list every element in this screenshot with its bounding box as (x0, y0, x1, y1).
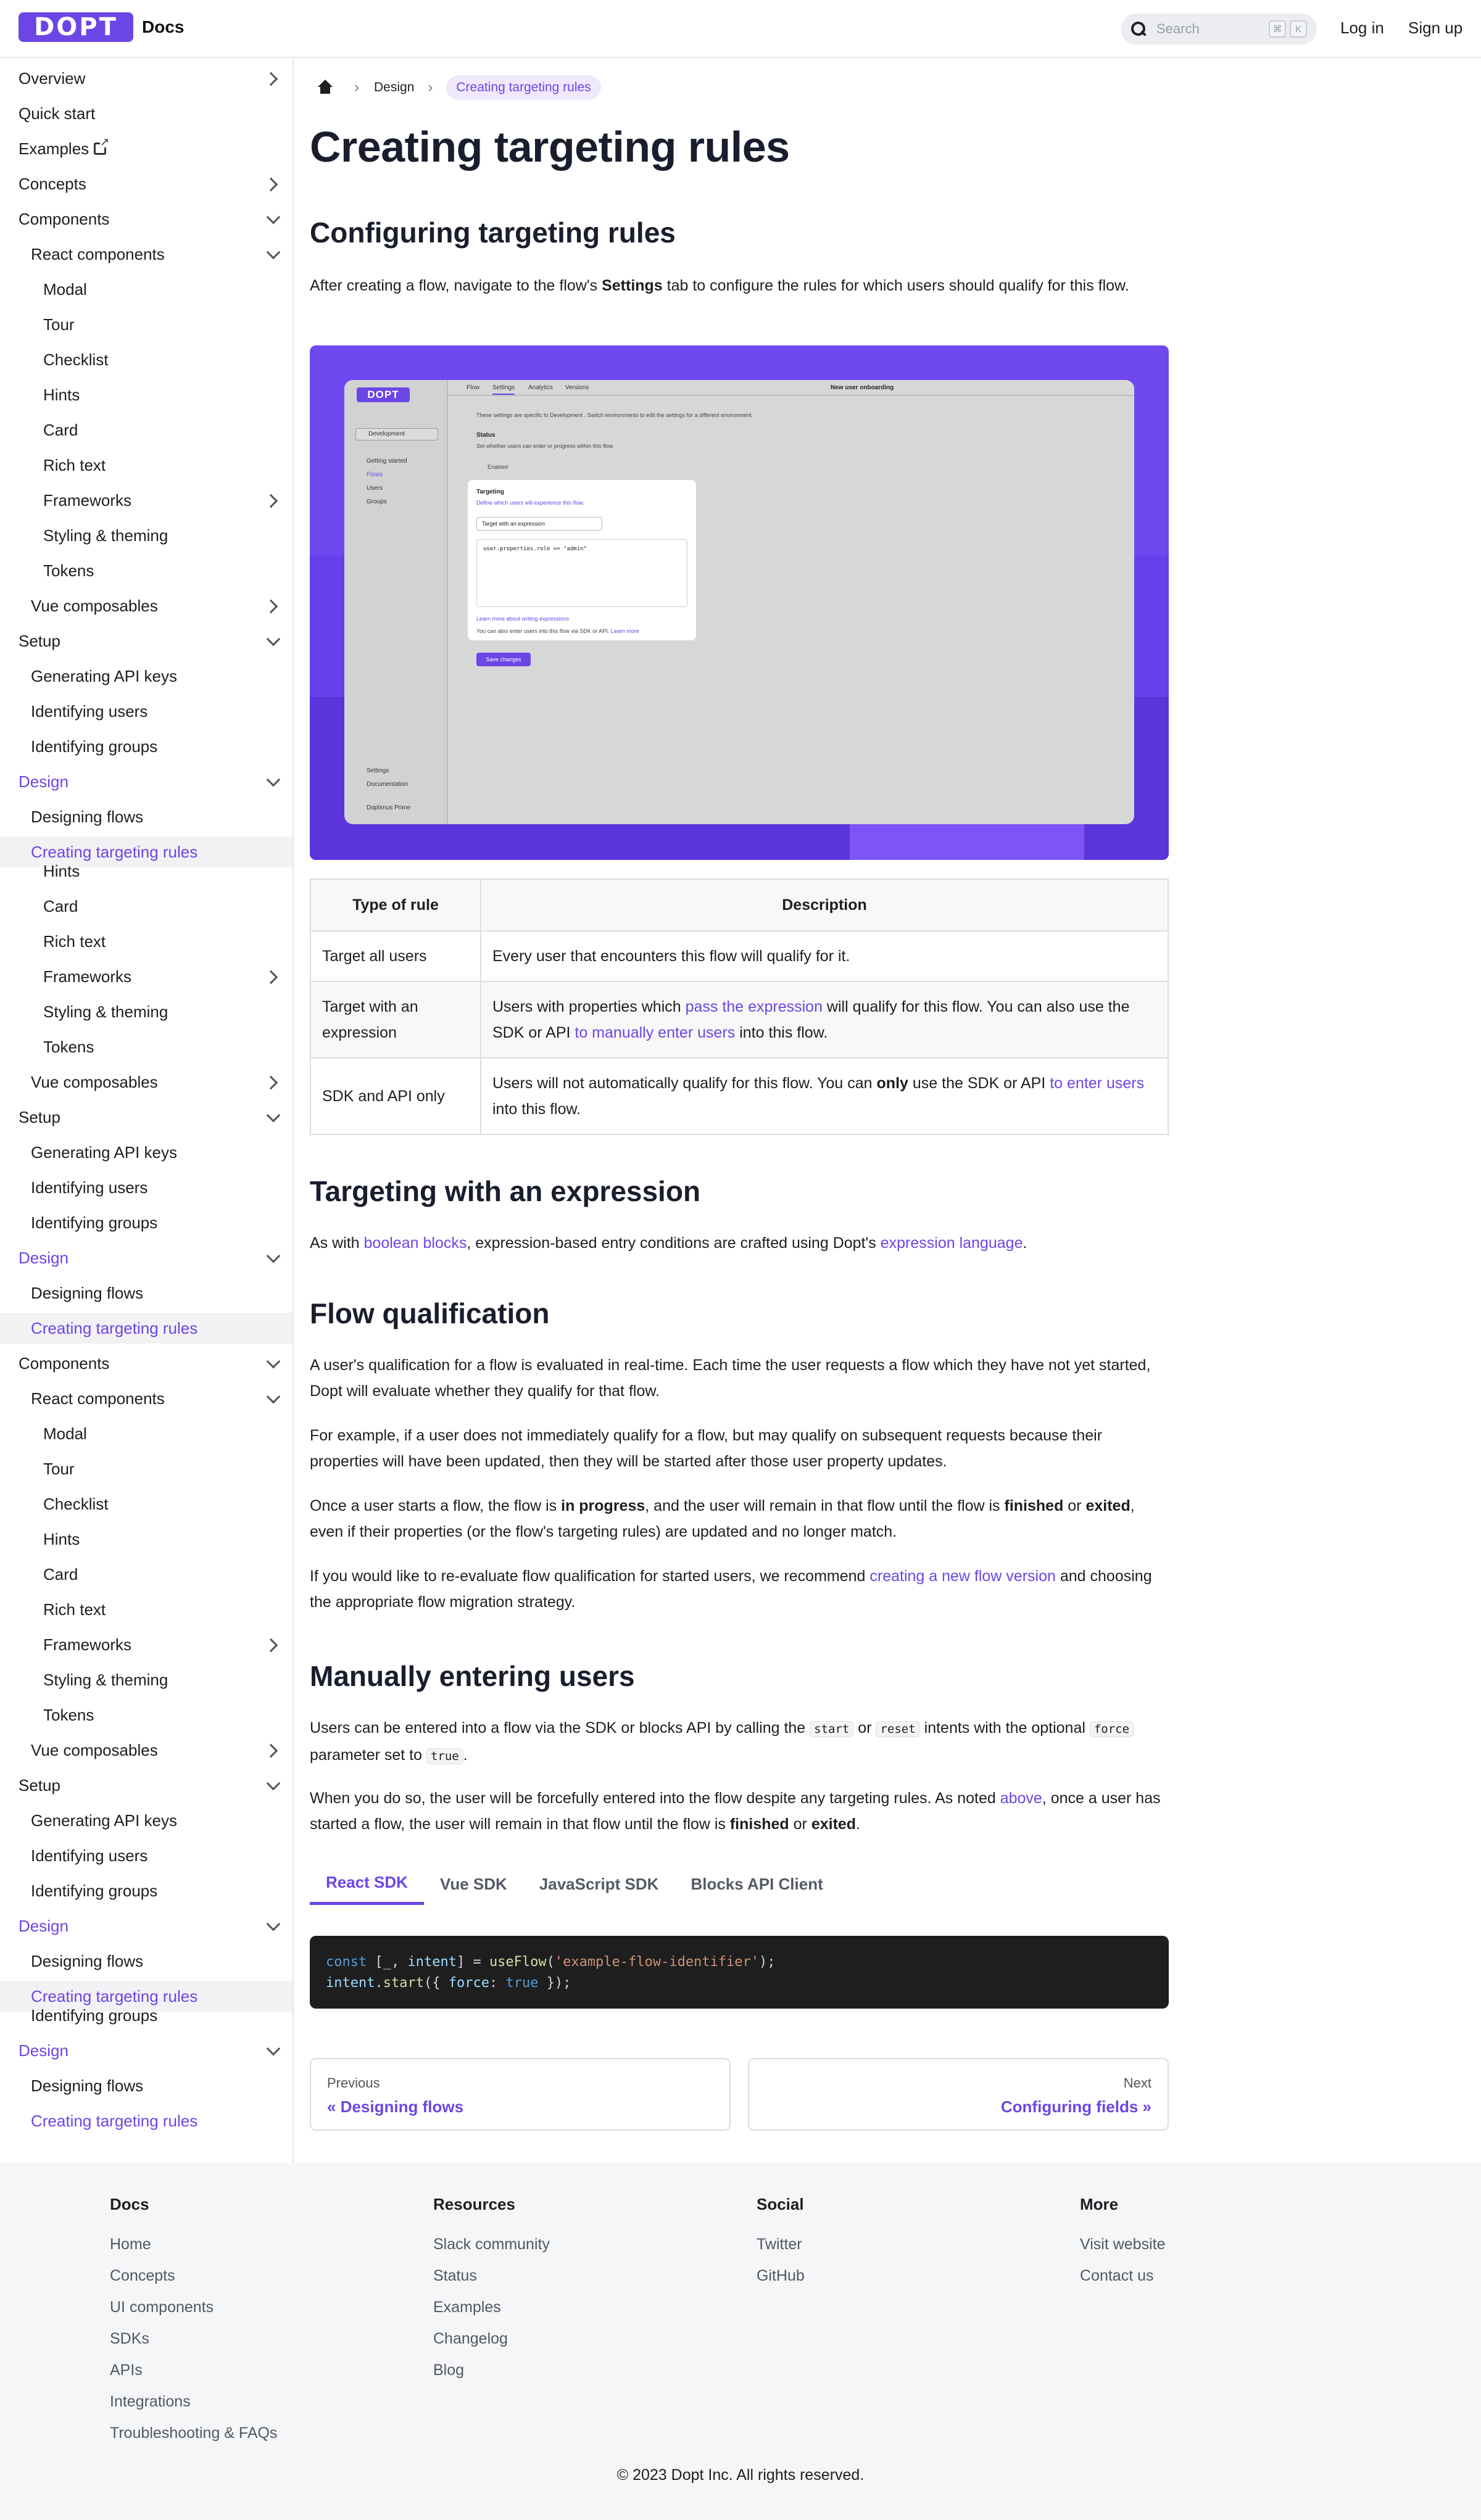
screenshot-status-desc: Set whether users can enter or progress within this flow. (476, 443, 615, 449)
sidebar-item-label: Concepts (19, 174, 86, 193)
chevron-right-icon[interactable] (265, 493, 280, 508)
chevron-down-icon[interactable] (265, 1919, 280, 1933)
screenshot-targeting-desc: Define which users will experience this flow. (476, 500, 584, 506)
sidebar-item-label: Creating targeting rules (31, 842, 198, 861)
footer-link[interactable]: Visit website (1080, 2236, 1166, 2253)
footer-link[interactable]: Blog (433, 2361, 465, 2379)
sidebar-item-design[interactable] (0, 1911, 292, 1941)
sidebar-item-label: Identifying users (31, 1846, 148, 1865)
sidebar-item-label: Setup (19, 1107, 60, 1126)
heading-flow-qualification: Flow qualification (310, 1297, 550, 1329)
sidebar-item-components[interactable] (0, 204, 292, 234)
next-page-link[interactable] (748, 2058, 1169, 2131)
screenshot-sdk-note: You can also enter users into this flow via SDK or API. Learn more (476, 628, 639, 634)
screenshot-targeting-select: Target with an expression (476, 517, 602, 531)
pager-prev-title: « Designing flows (327, 2097, 464, 2116)
footer-link[interactable]: Changelog (433, 2330, 508, 2347)
sidebar-item-design[interactable] (0, 2035, 292, 2066)
sidebar-item-label: Designing flows (31, 1951, 144, 1970)
expression-paragraph: As with boolean blocks, expression-based entry conditions are crafted using Dopt's expression language. (310, 1234, 1027, 1252)
sidebar-item-label: Identifying users (31, 1178, 148, 1197)
sidebar-item-label: Tokens (43, 561, 94, 580)
footer-link[interactable]: Status (433, 2267, 477, 2284)
footer-link[interactable]: SDKs (110, 2330, 149, 2347)
sidebar-item-vue-composables[interactable] (0, 590, 292, 621)
sidebar-item-designing-flows[interactable] (0, 2070, 292, 2101)
sidebar-item-identifying-groups[interactable] (0, 2000, 292, 2031)
footer-column-more (1080, 2195, 1166, 2292)
boolean-blocks-link[interactable]: boolean blocks (363, 1234, 467, 1252)
sidebar-item-identifying-users[interactable] (0, 1172, 292, 1203)
page-title: Creating targeting rules (310, 123, 790, 171)
sidebar-item-react-components[interactable] (0, 1383, 292, 1414)
sidebar-item-rich-text[interactable] (0, 450, 292, 481)
tab-vue-sdk[interactable]: Vue SDK (439, 1874, 507, 1893)
sidebar-item-react-components[interactable] (0, 239, 292, 270)
main-content (310, 58, 1169, 2163)
sidebar-item-label: Setup (19, 1775, 60, 1795)
sidebar-item-components[interactable] (0, 1348, 292, 1379)
table-header-row (310, 879, 1168, 931)
sidebar (0, 58, 294, 2163)
above-link[interactable]: above (1000, 1790, 1042, 1807)
chevron-right-icon[interactable] (265, 1637, 280, 1652)
sidebar-item-tokens[interactable] (0, 555, 292, 586)
heading-configuring-targeting-rules: Configuring targeting rules (310, 217, 676, 249)
sidebar-item-label: Frameworks (43, 490, 132, 510)
top-navbar (0, 0, 1481, 58)
screenshot-tab-settings: Settings (492, 384, 515, 395)
sidebar-item-card[interactable] (0, 891, 292, 922)
sidebar-item-label: Card (43, 896, 78, 915)
rule-description: Every user that encounters this flow will qualify for it. (481, 931, 1168, 981)
sidebar-item-creating-targeting-rules[interactable] (0, 2105, 292, 2136)
sidebar-item-frameworks[interactable] (0, 961, 292, 992)
sidebar-item-label: Creating targeting rules (31, 1318, 198, 1337)
chevron-down-icon[interactable] (265, 1778, 280, 1793)
footer-link[interactable]: Examples (433, 2299, 501, 2316)
table-header: Description (481, 879, 1168, 931)
sdk-tabs (310, 1863, 1169, 1905)
footer-link[interactable]: Twitter (757, 2236, 802, 2253)
breadcrumb-separator: › (428, 79, 433, 96)
table-row (310, 931, 1168, 981)
screenshot-nav-groups: Groups (367, 498, 387, 505)
sidebar-item-label: Overview (19, 68, 86, 88)
settings-screenshot (310, 345, 1169, 860)
footer-link[interactable]: Troubleshooting & FAQs (110, 2424, 278, 2442)
sidebar-item-designing-flows[interactable] (0, 801, 292, 832)
sidebar-item-styling-theming[interactable] (0, 996, 292, 1027)
screenshot-targeting-label: Targeting (476, 489, 504, 495)
sidebar-item-label: Generating API keys (31, 1811, 178, 1830)
manual-paragraph-2: When you do so, the user will be forcefully entered into the flow despite any targeting rules. As noted above, once a user has started a flow, the user will remain in that flow until the flow is finished or exited. (310, 1790, 1161, 1833)
rule-type: Target all users (310, 931, 481, 981)
screenshot-targeting-card (468, 480, 696, 640)
sidebar-item-label: Setup (19, 631, 60, 650)
sidebar-item-label: Checklist (43, 350, 109, 369)
breadcrumb-current: Creating targeting rules (446, 75, 600, 100)
code-block[interactable] (310, 1936, 1169, 2009)
brand[interactable] (19, 12, 184, 42)
pager-next-title: Configuring fields » (1000, 2097, 1151, 2116)
sidebar-item-label: Components (19, 1353, 110, 1373)
chevron-down-icon[interactable] (265, 1110, 280, 1125)
login-link[interactable]: Log in (1340, 19, 1384, 37)
screenshot-nav-documentation: Documentation (367, 781, 409, 788)
tab-javascript-sdk[interactable]: JavaScript SDK (539, 1874, 659, 1893)
chevron-down-icon[interactable] (265, 212, 280, 226)
chevron-right-icon[interactable] (265, 598, 280, 613)
screenshot-tab-flow: Flow (467, 384, 480, 391)
screenshot-logo: DOPT (357, 387, 410, 402)
sidebar-item-setup[interactable] (0, 1770, 292, 1801)
sidebar-item-label: Modal (43, 279, 87, 299)
sidebar-item-styling-theming[interactable] (0, 1664, 292, 1695)
brand-docs-label[interactable]: Docs (142, 17, 185, 36)
chevron-down-icon[interactable] (265, 1250, 280, 1265)
sidebar-item-label: Generating API keys (31, 1142, 178, 1162)
breadcrumb-design[interactable]: Design (374, 80, 415, 94)
sidebar-item-label: Creating targeting rules (31, 1986, 198, 2006)
screenshot-nav-users: Users (367, 485, 383, 492)
qualification-paragraph-2: For example, if a user does not immediately qualify for a flow, but may qualify on subsequent requests because their properties will have been updated, then they will be started after those user property updates. (310, 1427, 1103, 1470)
chevron-down-icon[interactable] (265, 247, 280, 262)
sidebar-item-label: Generating API keys (31, 666, 178, 685)
home-icon[interactable] (317, 80, 333, 96)
sidebar-item-examples[interactable] (0, 133, 292, 164)
rule-description: Users will not automatically qualify for this flow. You can only use the SDK or API to enter users into this flow. (481, 1058, 1168, 1134)
sidebar-item-checklist[interactable] (0, 344, 292, 375)
sidebar-item-label: Designing flows (31, 2076, 144, 2095)
sidebar-item-label: Design (19, 772, 68, 791)
sidebar-item-identifying-users[interactable] (0, 1840, 292, 1871)
footer-column-title: Resources (433, 2195, 515, 2213)
sidebar-item-card[interactable] (0, 415, 292, 445)
sidebar-item-label: Vue composables (31, 596, 158, 615)
screenshot-sidebar (344, 380, 448, 824)
footer-column-social (757, 2195, 805, 2292)
screenshot-save-button: Save changes (476, 653, 531, 666)
sidebar-item-frameworks[interactable] (0, 1629, 292, 1660)
search-icon (1130, 21, 1147, 37)
sidebar-item-label: Quick start (19, 104, 96, 123)
chevron-right-icon[interactable] (265, 176, 280, 191)
chevron-right-icon[interactable] (265, 1743, 280, 1758)
sidebar-item-vue-composables[interactable] (0, 1735, 292, 1766)
sidebar-item-label: Tour (43, 315, 75, 334)
pager-prev-sub: Previous (327, 2075, 380, 2091)
sidebar-item-label: Tokens (43, 1037, 94, 1056)
sidebar-item-label: Checklist (43, 1494, 109, 1513)
footer-link[interactable]: UI components (110, 2299, 214, 2316)
footer-link[interactable]: Contact us (1080, 2267, 1154, 2284)
heading-targeting-expression: Targeting with an expression (310, 1175, 701, 1207)
screenshot-tab-versions: Versions (565, 384, 589, 391)
sidebar-item-label: Design (19, 1916, 68, 1935)
sidebar-item-hints[interactable] (0, 1524, 292, 1555)
sidebar-item-label: Rich text (43, 1600, 106, 1619)
pass-expression-link[interactable]: pass the expression (685, 998, 823, 1015)
external-link-icon (94, 143, 106, 155)
manual-paragraph-1: Users can be entered into a flow via the SDK or blocks API by calling the start or reset intents with the optional force parameter set to true . (310, 1715, 1169, 1769)
copyright: © 2023 Dopt Inc. All rights reserved. (616, 2466, 865, 2484)
pager-next-sub: Next (1123, 2075, 1151, 2091)
chevron-down-icon[interactable] (265, 1391, 280, 1406)
footer-link[interactable]: Slack community (433, 2236, 550, 2253)
sidebar-item-designing-flows[interactable] (0, 1946, 292, 1977)
sidebar-item-label: Tour (43, 1459, 75, 1478)
sidebar-item-label: Examples (19, 139, 89, 158)
sidebar-item-label: Hints (43, 385, 80, 404)
heading-manually-entering-users: Manually entering users (310, 1660, 635, 1692)
sidebar-item-label: Vue composables (31, 1740, 158, 1759)
sidebar-item-modal[interactable] (0, 274, 292, 305)
screenshot-flow-name: New user onboarding (831, 384, 894, 391)
footer-link[interactable]: Integrations (110, 2393, 191, 2410)
search-button[interactable] (1121, 14, 1317, 44)
sidebar-item-label: Creating targeting rules (31, 2111, 198, 2130)
screenshot-nav-account: Doptimus Prime (367, 804, 411, 811)
sidebar-item-label: Identifying groups (31, 737, 158, 756)
sidebar-item-vue-composables[interactable] (0, 1067, 292, 1097)
sidebar-item-label: Rich text (43, 932, 106, 951)
sidebar-item-label: Components (19, 209, 110, 228)
kbd-k: K (1290, 20, 1307, 38)
screenshot-app-window (344, 380, 1134, 824)
sidebar-item-label: Design (19, 1248, 68, 1267)
sidebar-item-concepts[interactable] (0, 168, 292, 199)
sidebar-item-identifying-groups[interactable] (0, 1875, 292, 1906)
footer-link[interactable]: Concepts (110, 2267, 175, 2284)
sidebar-item-hints[interactable] (0, 379, 292, 410)
chevron-down-icon[interactable] (265, 774, 280, 789)
screenshot-expression-editor: user.properties.role == "admin" (476, 539, 687, 607)
footer (0, 2163, 1481, 2520)
screenshot-tab-analytics: Analytics (528, 384, 554, 391)
screenshot-env-select: Development (355, 428, 438, 440)
sidebar-item-modal[interactable] (0, 1418, 292, 1449)
sidebar-item-label: Identifying groups (31, 2006, 158, 2025)
sidebar-item-label: Design (19, 2041, 68, 2060)
sidebar-item-label: Tokens (43, 1705, 94, 1724)
qualification-paragraph-3: Once a user starts a flow, the flow is in progress, and the user will remain in that flow until the flow is finished or exited, even if their properties (or the flow's targeting rules) are updated and no longer match. (310, 1497, 1135, 1540)
new-flow-version-link[interactable]: creating a new flow version (869, 1568, 1056, 1585)
previous-page-link[interactable] (310, 2058, 731, 2131)
rules-table (310, 878, 1169, 1135)
table-row (310, 1058, 1168, 1134)
search-placeholder: Search (1156, 21, 1200, 36)
sidebar-item-design[interactable] (0, 766, 292, 797)
chevron-right-icon[interactable] (265, 969, 280, 984)
sidebar-item-generating-api-keys[interactable] (0, 661, 292, 692)
signup-link[interactable]: Sign up (1408, 19, 1463, 37)
footer-link[interactable]: GitHub (757, 2267, 805, 2284)
sidebar-item-overview[interactable] (0, 63, 292, 94)
screenshot-topbar (448, 380, 1134, 396)
sidebar-item-label: React components (31, 244, 165, 263)
sidebar-item-label: Identifying users (31, 701, 148, 721)
sidebar-item-checklist[interactable] (0, 1489, 292, 1519)
sidebar-item-rich-text[interactable] (0, 926, 292, 957)
tab-blocks-api-client[interactable]: Blocks API Client (691, 1874, 823, 1893)
footer-column-resources (433, 2195, 550, 2386)
sidebar-item-rich-text[interactable] (0, 1594, 292, 1625)
sidebar-item-label: Styling & theming (43, 526, 168, 545)
sidebar-item-frameworks[interactable] (0, 485, 292, 516)
breadcrumb-separator: › (354, 79, 359, 96)
sidebar-item-designing-flows[interactable] (0, 1278, 292, 1308)
screenshot-nav-settings: Settings (367, 767, 389, 774)
code-line-1: const [_, intent] = useFlow('example-flow-identifier'); (326, 1954, 776, 1970)
sidebar-item-setup[interactable] (0, 626, 292, 656)
sidebar-item-identifying-groups[interactable] (0, 1207, 292, 1238)
footer-column-title: Social (757, 2195, 804, 2213)
sidebar-item-label: Hints (43, 1529, 80, 1548)
screenshot-status-value: Enabled (487, 464, 508, 470)
sidebar-item-tokens[interactable] (0, 1700, 292, 1730)
sidebar-item-setup[interactable] (0, 1102, 292, 1133)
footer-column-title: More (1080, 2195, 1119, 2213)
footer-link[interactable]: APIs (110, 2361, 143, 2379)
rule-type: Target with an expression (310, 981, 481, 1058)
sidebar-item-tour[interactable] (0, 1453, 292, 1484)
screenshot-learn-link: Learn more about writing expressions (476, 616, 570, 622)
rule-description: Users with properties which pass the expression will qualify for this flow. You can also use the SDK or API to manually enter users into this flow. (481, 981, 1168, 1058)
screenshot-status-label: Status (476, 432, 496, 439)
sidebar-item-quick-start[interactable] (0, 98, 292, 129)
sidebar-item-card[interactable] (0, 1559, 292, 1590)
expression-language-link[interactable]: expression language (880, 1234, 1023, 1252)
screenshot-nav-flows: Flows (367, 471, 383, 478)
breadcrumb (310, 74, 601, 101)
enter-users-link[interactable]: to enter users (1050, 1075, 1145, 1092)
sidebar-item-identifying-users[interactable] (0, 696, 292, 727)
sidebar-item-identifying-groups[interactable] (0, 731, 292, 762)
sidebar-item-label: Frameworks (43, 1635, 132, 1654)
chevron-down-icon[interactable] (265, 634, 280, 648)
sidebar-item-generating-api-keys[interactable] (0, 1805, 292, 1836)
sidebar-item-styling-theming[interactable] (0, 520, 292, 551)
rule-type: SDK and API only (310, 1058, 481, 1134)
sidebar-item-label: Styling & theming (43, 1670, 168, 1689)
sidebar-item-label: React components (31, 1389, 165, 1408)
sidebar-item-generating-api-keys[interactable] (0, 1137, 292, 1168)
sidebar-item-label: Hints (43, 861, 80, 880)
sidebar-item-label: Vue composables (31, 1072, 158, 1091)
sidebar-item-tour[interactable] (0, 309, 292, 340)
sidebar-item-creating-targeting-rules[interactable] (0, 1313, 292, 1344)
sidebar-item-tokens[interactable] (0, 1031, 292, 1062)
sidebar-item-hints[interactable] (0, 856, 292, 886)
sidebar-item-label: Identifying groups (31, 1213, 158, 1232)
sidebar-item-label: Modal (43, 1424, 87, 1443)
sidebar-item-label: Designing flows (31, 807, 144, 826)
qualification-paragraph-1: A user's qualification for a flow is evaluated in real-time. Each time the user requests a flow which they have not yet started, Dopt will evaluate whether they qualify for that flow. (310, 1357, 1151, 1400)
code-line-2: intent.start({ force: true }); (326, 1975, 571, 1991)
kbd-cmd: ⌘ (1269, 20, 1286, 38)
sidebar-item-label: Rich text (43, 455, 106, 474)
sidebar-item-label: Styling & theming (43, 1002, 168, 1021)
sidebar-item-label: Frameworks (43, 967, 132, 986)
table-header: Type of rule (310, 879, 481, 931)
footer-column-title: Docs (110, 2195, 149, 2213)
tab-react-sdk[interactable]: React SDK (310, 1863, 424, 1905)
screenshot-nav-getting-started: Getting started (367, 458, 407, 465)
chevron-down-icon[interactable] (265, 2043, 280, 2058)
dopt-logo[interactable] (19, 12, 133, 42)
configuring-paragraph: After creating a flow, navigate to the flow's Settings tab to configure the rules for which users should qualify for this flow. (310, 277, 1129, 294)
sidebar-item-label: Identifying groups (31, 1881, 158, 1900)
chevron-right-icon[interactable] (265, 1075, 280, 1089)
table-row (310, 981, 1168, 1058)
chevron-down-icon[interactable] (265, 1356, 280, 1371)
qualification-paragraph-4: If you would like to re-evaluate flow qualification for started users, we recommend creating a new flow version and choosing the appropriate flow migration strategy. (310, 1568, 1152, 1611)
sidebar-item-design[interactable] (0, 1242, 292, 1273)
logo-text: DOPT (34, 13, 118, 41)
sidebar-item-label: Card (43, 420, 78, 439)
sidebar-item-label: Card (43, 1564, 78, 1584)
chevron-right-icon[interactable] (265, 71, 280, 86)
screenshot-env-note: These settings are specific to Development . Switch environments to edit the settings for a different environment. (476, 412, 753, 418)
footer-link[interactable]: Home (110, 2236, 151, 2253)
footer-column-docs (110, 2195, 277, 2449)
manually-enter-users-link[interactable]: to manually enter users (575, 1024, 736, 1041)
sidebar-item-label: Designing flows (31, 1283, 144, 1302)
